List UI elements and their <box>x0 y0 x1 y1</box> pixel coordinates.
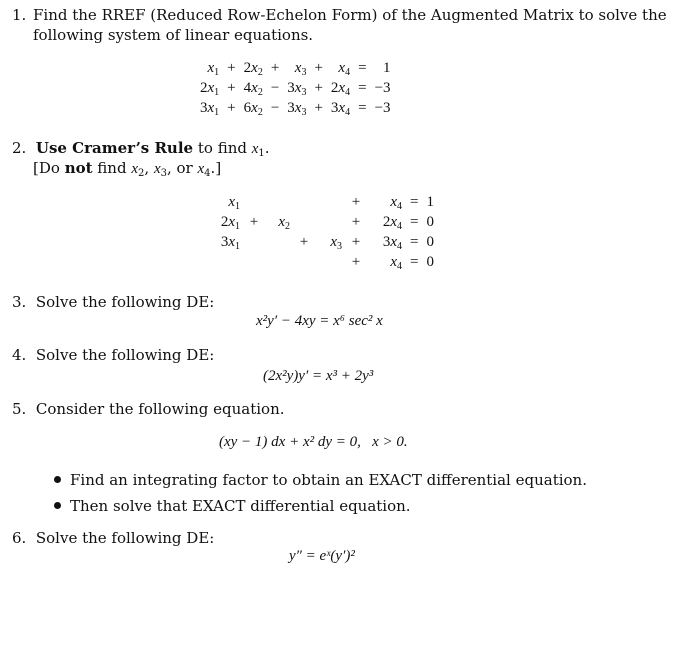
problem-1-line2: following system of linear equations. <box>33 26 314 44</box>
p1-row-1: $x_1$ + $2x_2$ + $x_3$ + $x_4$ = 1 <box>207 60 391 78</box>
problem-3-text: 3. Solve the following DE: <box>12 293 215 311</box>
problem-1-number: 1. <box>12 6 27 24</box>
bullet-icon <box>54 476 61 483</box>
problem-4-equation: (2x²y)y′ = x³ + 2y³ <box>263 368 374 384</box>
p1-row-3: $3x_1$ + $6x_2$ − $3x_3$ + $3x_4$ = −3 <box>200 100 391 118</box>
problem-2-system <box>206 192 438 272</box>
bullet-icon <box>54 502 61 509</box>
problem-4-text: 4. Solve the following DE: <box>12 346 215 364</box>
problem-5-text: 5. Consider the following equation. <box>12 400 285 418</box>
p2-row-4: + $x_4$ = 0 <box>351 254 434 272</box>
problem-5-bullet-1: Find an integrating factor to obtain an EXACT differential equation. <box>54 471 587 489</box>
problem-6-equation: y″ = eˣ(y′)² <box>289 548 355 564</box>
problem-3-equation: x²y′ − 4xy = x⁶ sec² x <box>256 313 383 329</box>
problem-1-system <box>196 58 395 118</box>
p2-row-1: $x_1$ + $x_4$ = 1 <box>228 194 434 212</box>
problem-1-line1: Find the RREF (Reduced Row-Echelon Form) of the Augmented Matrix to solve the <box>33 6 667 24</box>
problem-5-equation: (xy − 1) dx + x² dy = 0, x > 0. <box>219 434 408 450</box>
problem-5-bullet-2: Then solve that EXACT differential equation. <box>54 497 411 515</box>
problem-6-text: 6. Solve the following DE: <box>12 529 215 547</box>
p2-row-3: $3x_1$ + $x_3$ + $3x_4$ = 0 <box>220 234 434 252</box>
p2-row-2: $2x_1$ + $x_2$ + $2x_4$ = 0 <box>220 214 434 232</box>
problem-2-line2: [Do not find $x_2$, $x_3$, or $x_4$.] <box>33 159 222 179</box>
p1-row-2: $2x_1$ + $4x_2$ − $3x_3$ + $2x_4$ = −3 <box>200 80 391 98</box>
problem-2-line1: 2. Use Cramer’s Rule to find $x_1$. <box>12 139 270 159</box>
